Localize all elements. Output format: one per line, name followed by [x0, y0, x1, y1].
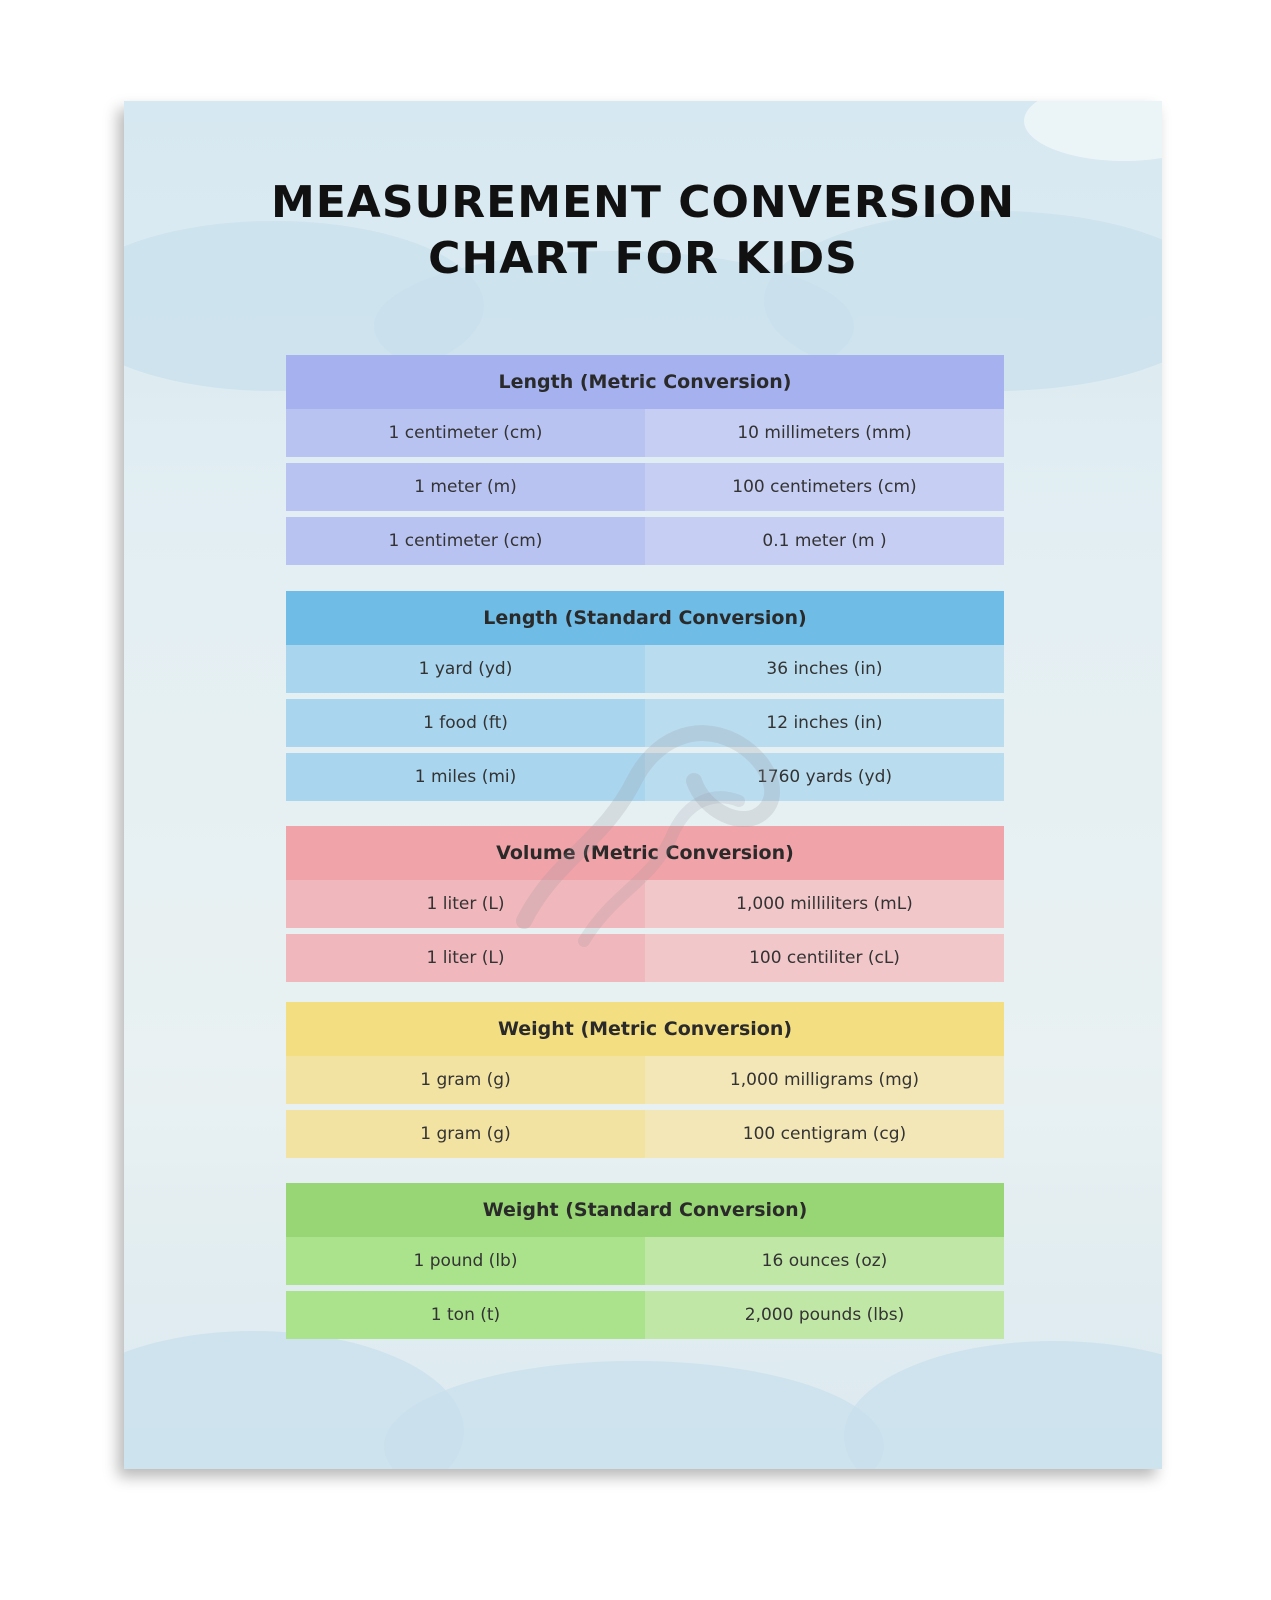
page-title — [124, 175, 1162, 287]
table-row — [286, 699, 1004, 747]
row-left-cell: 1 liter (L) — [286, 934, 645, 982]
row-right-cell: 36 inches (in) — [645, 645, 1004, 693]
cloud-decoration — [1024, 101, 1162, 161]
row-right-cell: 2,000 pounds (lbs) — [645, 1291, 1004, 1339]
title-line-2: CHART FOR KIDS — [428, 233, 858, 284]
cloud-decoration — [384, 1361, 884, 1469]
row-right-cell: 16 ounces (oz) — [645, 1237, 1004, 1285]
row-left-cell: 1 food (ft) — [286, 699, 645, 747]
table-row — [286, 409, 1004, 457]
section-weight-standard — [286, 1183, 1004, 1339]
cloud-decoration — [844, 1341, 1162, 1469]
section-header: Weight (Standard Conversion) — [286, 1183, 1004, 1237]
section-header: Length (Standard Conversion) — [286, 591, 1004, 645]
section-header: Weight (Metric Conversion) — [286, 1002, 1004, 1056]
table-row — [286, 517, 1004, 565]
section-volume-metric — [286, 826, 1004, 982]
poster — [124, 101, 1162, 1469]
row-right-cell: 1760 yards (yd) — [645, 753, 1004, 801]
table-row — [286, 1110, 1004, 1158]
row-left-cell: 1 yard (yd) — [286, 645, 645, 693]
row-right-cell: 1,000 milligrams (mg) — [645, 1056, 1004, 1104]
section-length-metric — [286, 355, 1004, 565]
row-right-cell: 1,000 milliliters (mL) — [645, 880, 1004, 928]
row-left-cell: 1 ton (t) — [286, 1291, 645, 1339]
table-row — [286, 1291, 1004, 1339]
table-row — [286, 934, 1004, 982]
row-left-cell: 1 meter (m) — [286, 463, 645, 511]
row-left-cell: 1 pound (lb) — [286, 1237, 645, 1285]
table-row — [286, 645, 1004, 693]
table-row — [286, 1056, 1004, 1104]
row-left-cell: 1 gram (g) — [286, 1056, 645, 1104]
row-right-cell: 12 inches (in) — [645, 699, 1004, 747]
row-left-cell: 1 miles (mi) — [286, 753, 645, 801]
row-right-cell: 10 millimeters (mm) — [645, 409, 1004, 457]
table-row — [286, 880, 1004, 928]
row-left-cell: 1 gram (g) — [286, 1110, 645, 1158]
title-line-1: MEASUREMENT CONVERSION — [270, 177, 1016, 228]
section-header: Volume (Metric Conversion) — [286, 826, 1004, 880]
row-left-cell: 1 centimeter (cm) — [286, 409, 645, 457]
row-left-cell: 1 centimeter (cm) — [286, 517, 645, 565]
row-right-cell: 100 centiliter (cL) — [645, 934, 1004, 982]
table-row — [286, 463, 1004, 511]
section-weight-metric — [286, 1002, 1004, 1158]
row-right-cell: 100 centigram (cg) — [645, 1110, 1004, 1158]
section-length-standard — [286, 591, 1004, 801]
table-row — [286, 1237, 1004, 1285]
row-left-cell: 1 liter (L) — [286, 880, 645, 928]
row-right-cell: 0.1 meter (m ) — [645, 517, 1004, 565]
table-row — [286, 753, 1004, 801]
section-header: Length (Metric Conversion) — [286, 355, 1004, 409]
row-right-cell: 100 centimeters (cm) — [645, 463, 1004, 511]
